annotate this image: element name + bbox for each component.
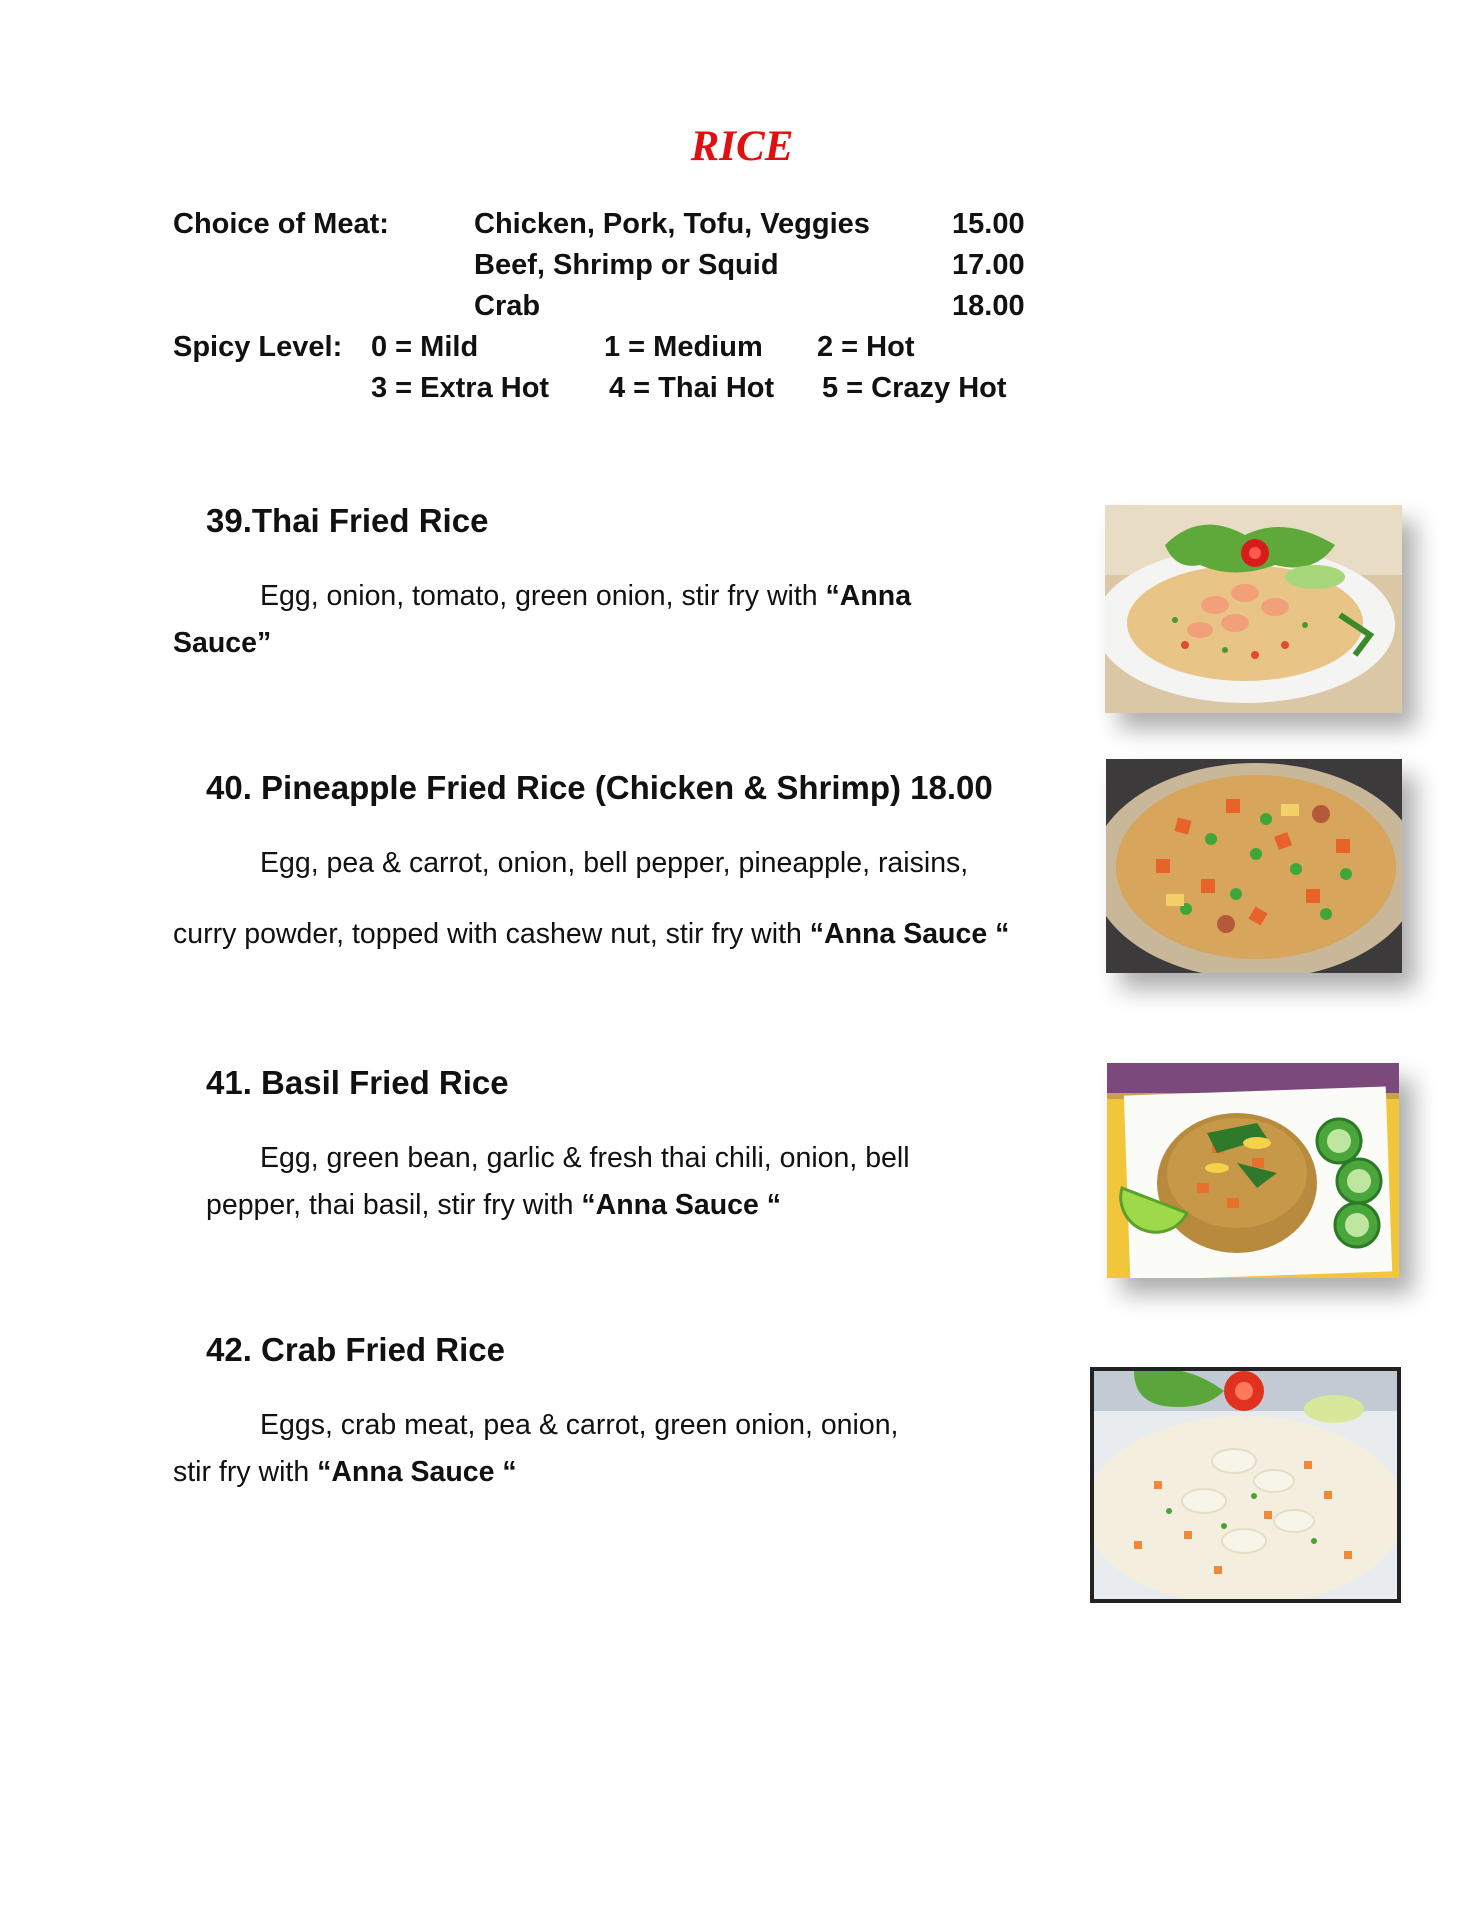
meat-option-name: Beef, Shrimp or Squid bbox=[474, 249, 779, 281]
sauce-name: “Anna Sauce “ bbox=[809, 918, 1010, 950]
meat-option-price: 18.00 bbox=[952, 290, 1025, 322]
meat-label: Choice of Meat: bbox=[173, 208, 389, 240]
description-text: Egg, onion, tomato, green onion, stir fry with bbox=[260, 580, 826, 612]
spicy-level: 5 = Crazy Hot bbox=[822, 372, 1007, 404]
menu-item-title: 42. Crab Fried Rice bbox=[206, 1331, 505, 1368]
pineapple-fried-rice-photo bbox=[1106, 759, 1402, 973]
description-text: stir fry with bbox=[173, 1456, 318, 1488]
thai-fried-rice-photo bbox=[1105, 505, 1402, 713]
menu-item-description-cont bbox=[173, 1456, 517, 1489]
menu-item-title: 40. Pineapple Fried Rice (Chicken & Shrimp) 18.00 bbox=[206, 769, 993, 806]
crab-fried-rice-photo bbox=[1090, 1367, 1401, 1603]
spicy-level: 1 = Medium bbox=[604, 331, 763, 363]
sauce-name: “Anna Sauce “ bbox=[581, 1189, 781, 1221]
menu-item-title: 41. Basil Fried Rice bbox=[206, 1064, 509, 1101]
page-title: RICE bbox=[690, 123, 794, 170]
sauce-name: Sauce” bbox=[173, 627, 272, 659]
description-text: pepper, thai basil, stir fry with bbox=[206, 1189, 582, 1221]
menu-item-title: 39.Thai Fried Rice bbox=[206, 502, 489, 539]
spicy-level: 3 = Extra Hot bbox=[371, 372, 550, 404]
meat-option-name: Chicken, Pork, Tofu, Veggies bbox=[474, 208, 870, 240]
menu-item-description-cont bbox=[206, 1189, 781, 1222]
basil-fried-rice-photo bbox=[1107, 1063, 1399, 1278]
menu-item-description: Egg, pea & carrot, onion, bell pepper, pineapple, raisins, bbox=[260, 847, 969, 879]
menu-item-description: Eggs, crab meat, pea & carrot, green onion, onion, bbox=[260, 1409, 899, 1441]
sauce-name: “Anna Sauce “ bbox=[317, 1456, 517, 1488]
spicy-level: 0 = Mild bbox=[371, 331, 479, 363]
sauce-name: “Anna bbox=[825, 580, 912, 612]
menu-item-description: Egg, green bean, garlic & fresh thai chili, onion, bell bbox=[260, 1142, 910, 1174]
menu-item-description-cont bbox=[173, 627, 271, 660]
spicy-level: 4 = Thai Hot bbox=[609, 372, 775, 404]
menu-item-description bbox=[260, 580, 911, 613]
menu-item-description-cont bbox=[173, 918, 1009, 951]
spicy-label: Spicy Level: bbox=[173, 331, 343, 363]
meat-option-price: 15.00 bbox=[952, 208, 1025, 240]
spicy-level: 2 = Hot bbox=[817, 331, 915, 363]
description-text: curry powder, topped with cashew nut, stir fry with bbox=[173, 918, 810, 950]
meat-option-price: 17.00 bbox=[952, 249, 1025, 281]
meat-option-name: Crab bbox=[474, 290, 541, 322]
